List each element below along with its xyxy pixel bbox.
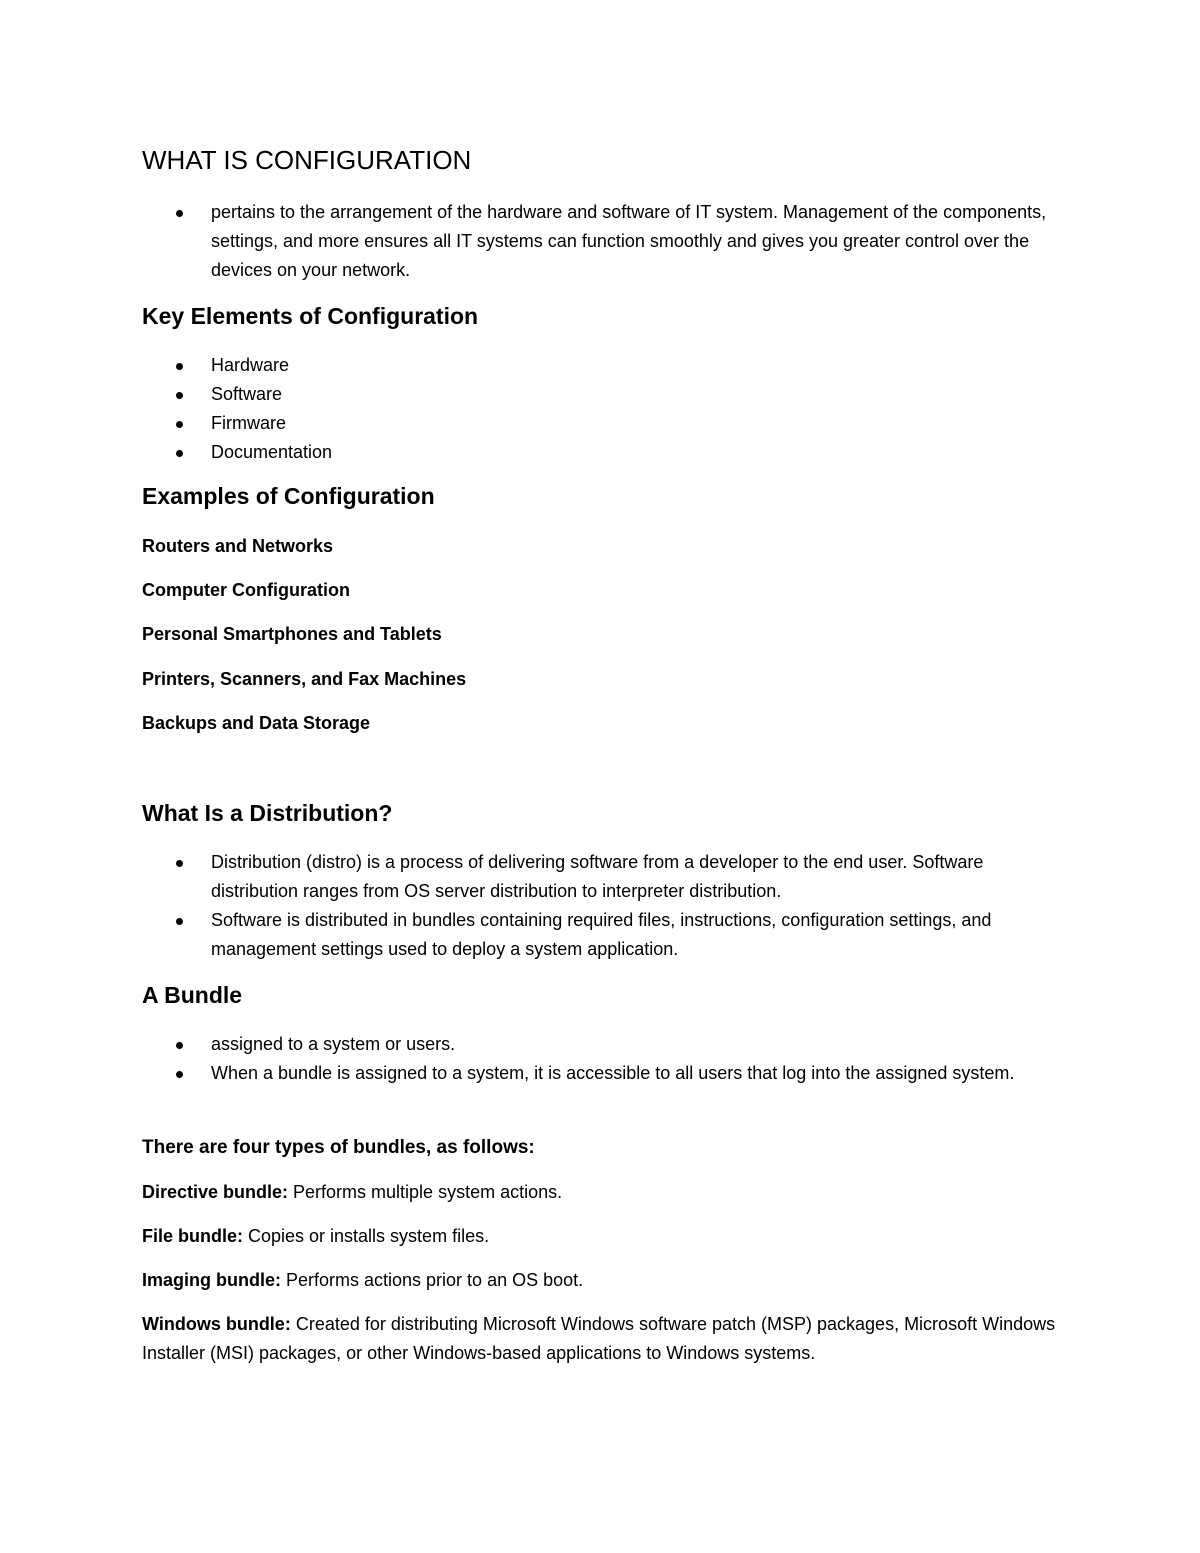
bundle-type-item: Imaging bundle: Performs actions prior to an OS boot. xyxy=(142,1270,584,1290)
key-elements-list xyxy=(142,351,1062,467)
bullet-icon xyxy=(176,1071,183,1078)
bullet-icon xyxy=(176,210,183,217)
bullet-icon xyxy=(176,918,183,925)
example-item: Backups and Data Storage xyxy=(142,713,371,733)
list-item: Distribution (distro) is a process of delivering software from a developer to the end user. Software distribution ranges from OS server distribution to interpreter distribution. xyxy=(142,848,1062,906)
intro-list xyxy=(142,198,1062,285)
example-item: Computer Configuration xyxy=(142,580,350,600)
bullet-icon xyxy=(176,1042,183,1049)
list-item: Documentation xyxy=(142,438,1062,467)
page-title: WHAT IS CONFIGURATION xyxy=(142,145,472,175)
bundle-list xyxy=(142,1030,1062,1088)
section-heading-distribution: What Is a Distribution? xyxy=(142,800,393,826)
section-heading-examples: Examples of Configuration xyxy=(142,483,435,509)
bullet-icon xyxy=(176,421,183,428)
list-item: Firmware xyxy=(142,409,1062,438)
bundle-type-item: Directive bundle: Performs multiple system actions. xyxy=(142,1182,563,1202)
example-item: Printers, Scanners, and Fax Machines xyxy=(142,669,467,689)
list-item: Software xyxy=(142,380,1062,409)
bundle-types-heading: There are four types of bundles, as follows: xyxy=(142,1137,535,1158)
list-item: When a bundle is assigned to a system, it is accessible to all users that log into the assigned system. xyxy=(142,1059,1062,1088)
example-item: Routers and Networks xyxy=(142,536,334,556)
section-heading-bundle: A Bundle xyxy=(142,982,243,1008)
bullet-icon xyxy=(176,363,183,370)
list-item: Hardware xyxy=(142,351,1062,380)
list-item: pertains to the arrangement of the hardware and software of IT system. Management of the components, settings, and more ensures all IT systems can function smoothly and gives you greater control over the devices on your network. xyxy=(142,198,1062,285)
list-item: assigned to a system or users. xyxy=(142,1030,1062,1059)
bullet-icon xyxy=(176,450,183,457)
bundle-type-item: Windows bundle: Created for distributing Microsoft Windows software patch (MSP) packages, Microsoft Windows Installer (MSI) packages, or other Windows-based applications to Windows systems. xyxy=(142,1314,1056,1363)
list-item: Software is distributed in bundles containing required files, instructions, configuration settings, and management settings used to deploy a system application. xyxy=(142,906,1062,964)
bundle-type-item: File bundle: Copies or installs system files. xyxy=(142,1226,490,1246)
bullet-icon xyxy=(176,860,183,867)
distribution-list xyxy=(142,848,1062,964)
bullet-icon xyxy=(176,392,183,399)
example-item: Personal Smartphones and Tablets xyxy=(142,624,442,644)
section-heading-key-elements: Key Elements of Configuration xyxy=(142,303,479,329)
